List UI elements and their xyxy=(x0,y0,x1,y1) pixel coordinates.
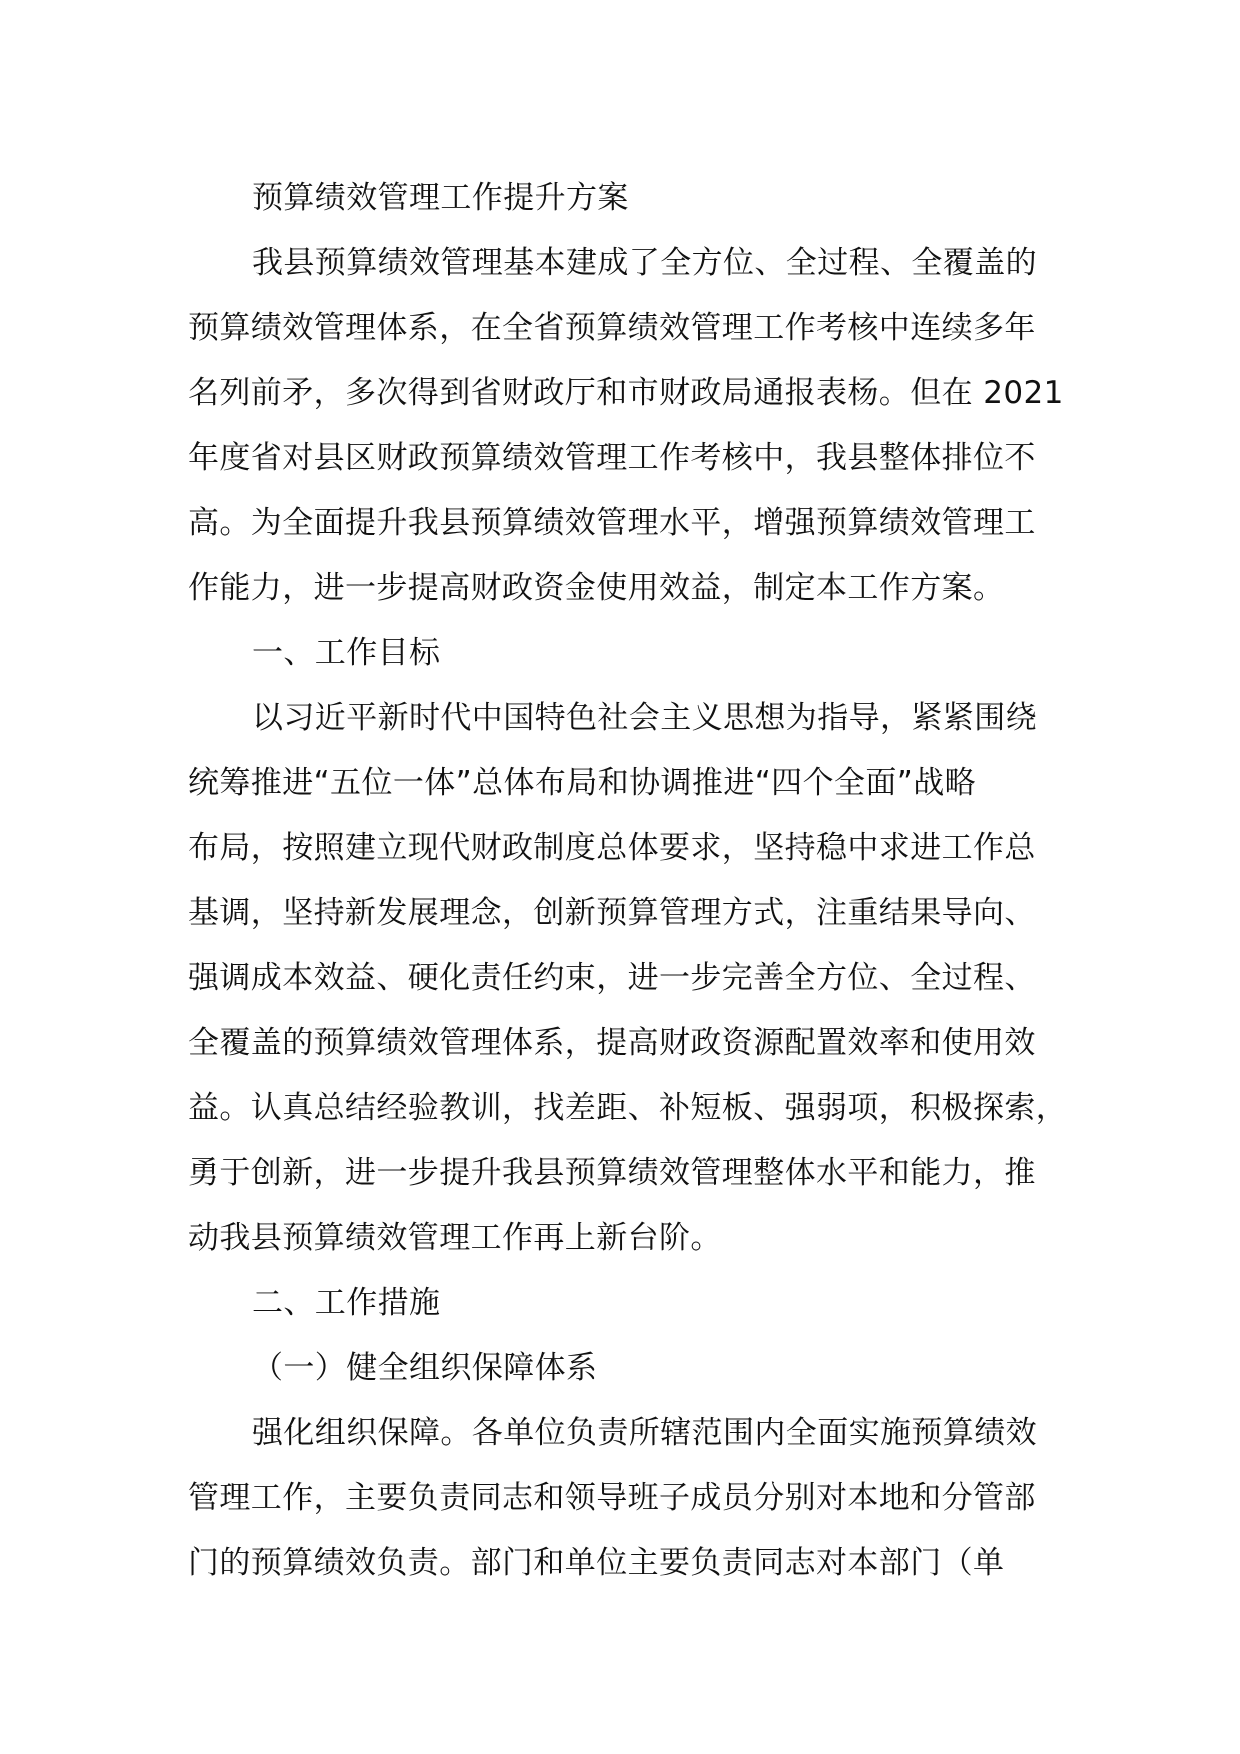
paragraph-line: 强化组织保障。各单位负责所辖范围内全面实施预算绩效 xyxy=(252,1415,1037,1451)
document-title: 预算绩效管理工作提升方案 xyxy=(252,180,629,216)
paragraph-line: 勇于创新，进一步提升我县预算绩效管理整体水平和能力，推 xyxy=(188,1155,1036,1191)
section-heading: 一、工作目标 xyxy=(252,635,441,671)
paragraph-line: 高。为全面提升我县预算绩效管理水平，增强预算绩效管理工 xyxy=(188,505,1036,541)
paragraph-line: 布局，按照建立现代财政制度总体要求，坚持稳中求进工作总 xyxy=(188,830,1036,866)
paragraph-line: 动我县预算绩效管理工作再上新台阶。 xyxy=(188,1220,722,1256)
paragraph-line: 年度省对县区财政预算绩效管理工作考核中，我县整体排位不 xyxy=(188,440,1036,476)
paragraph-line: 作能力，进一步提高财政资金使用效益，制定本工作方案。 xyxy=(188,570,1005,606)
paragraph-line: 管理工作，主要负责同志和领导班子成员分别对本地和分管部 xyxy=(188,1480,1036,1516)
paragraph-line: 基调，坚持新发展理念，创新预算管理方式，注重结果导向、 xyxy=(188,895,1036,931)
paragraph-line: 益。认真总结经验教训，找差距、补短板、强弱项，积极探索， xyxy=(188,1090,1068,1126)
section-heading: 二、工作措施 xyxy=(252,1285,441,1321)
paragraph-line: 统筹推进“五位一体”总体布局和协调推进“四个全面”战略 xyxy=(188,765,977,801)
paragraph-line: 预算绩效管理体系，在全省预算绩效管理工作考核中连续多年 xyxy=(188,310,1036,346)
paragraph-line: 我县预算绩效管理基本建成了全方位、全过程、全覆盖的 xyxy=(252,245,1037,281)
paragraph-line: 门的预算绩效负责。部门和单位主要负责同志对本部门（单 xyxy=(188,1545,1005,1581)
paragraph-line: 强调成本效益、硬化责任约束，进一步完善全方位、全过程、 xyxy=(188,960,1036,996)
paragraph-line: 名列前矛，多次得到省财政厅和市财政局通报表杨。但在 2021 xyxy=(188,375,1064,411)
paragraph-line: 以习近平新时代中国特色社会主义思想为指导，紧紧围绕 xyxy=(252,700,1037,736)
subsection-heading: （一）健全组织保障体系 xyxy=(252,1350,598,1386)
paragraph-line: 全覆盖的预算绩效管理体系，提高财政资源配置效率和使用效 xyxy=(188,1025,1036,1061)
